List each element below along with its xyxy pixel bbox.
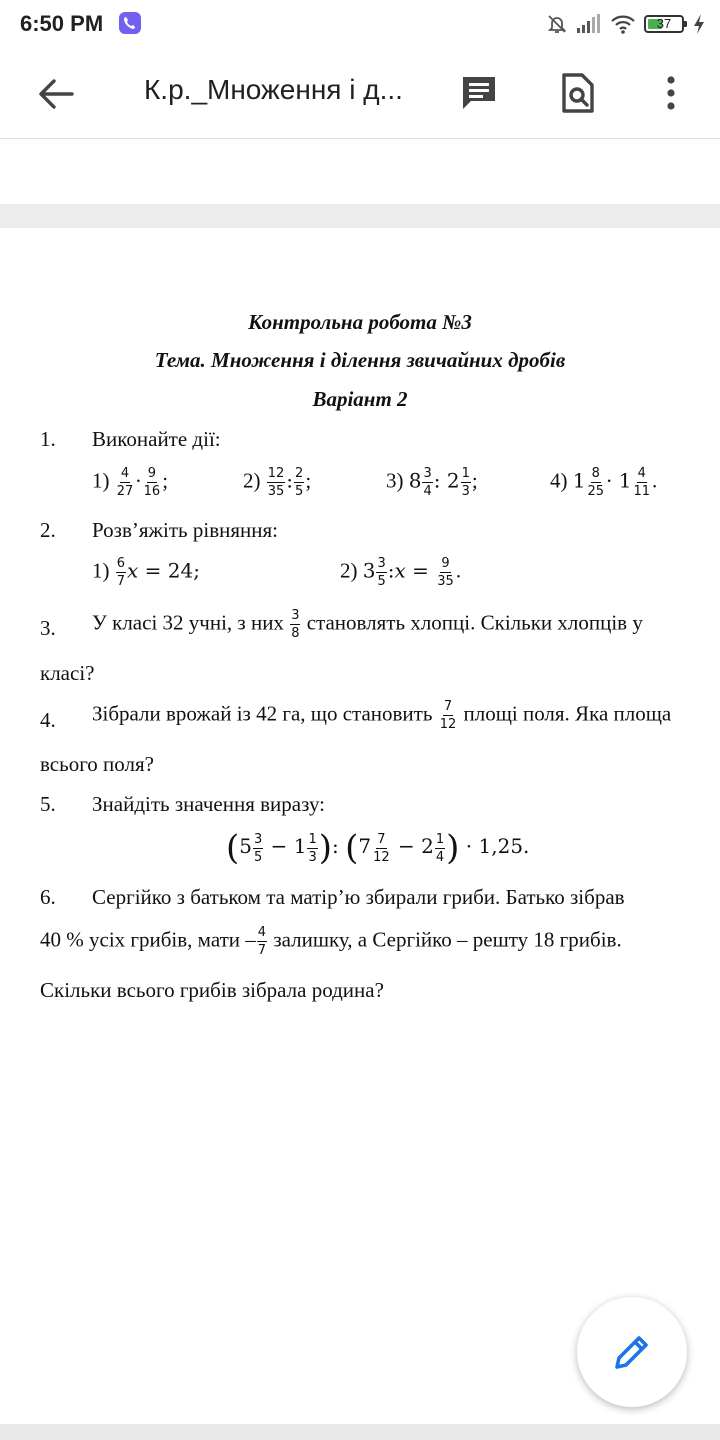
task-3-number: 3. xyxy=(40,616,56,640)
task-6-line-3: Скільки всього грибів зібрала родина? xyxy=(40,978,384,1002)
mute-bell-icon xyxy=(546,13,568,35)
heading-variant: Варіант 2 xyxy=(312,387,408,411)
document-page[interactable] xyxy=(0,228,720,1424)
task-6-line-2: 40 % усіх грибів, мати – $\frac{4}{7}$ залишку, а Сергійко – решту 18 грибів. xyxy=(40,925,622,958)
previous-page-bottom xyxy=(0,139,720,204)
back-arrow-icon[interactable] xyxy=(36,76,76,112)
heading-test-title: Контрольна робота №3 xyxy=(248,310,472,334)
task-4-number: 4. xyxy=(40,708,56,732)
more-vert-icon[interactable] xyxy=(650,72,692,114)
task-1-expr-1: 1) $\frac{4}{27}$ · $\frac{9}{16}$ ; xyxy=(92,466,169,499)
task-1-expr-3: 3) 8 $\frac{3}{4}$ : 2 $\frac{1}{3}$ ; xyxy=(386,466,478,499)
app-toolbar xyxy=(0,48,720,139)
task-5-expression: (5 $\frac{3}{5}$ − 1 $\frac{1}{3}$ ): (7 $\frac{7}{12}$ − 2 $\frac{1}{4}$ ) · 1,25. xyxy=(226,828,530,868)
cell-signal-icon xyxy=(576,13,602,35)
status-time: 6:50 PM xyxy=(20,11,104,36)
task-2-expr-2: 2) 3 $\frac{3}{5}$ :x = $\frac{9}{35}$ . xyxy=(340,556,462,589)
status-bar xyxy=(0,0,720,48)
charging-bolt-icon xyxy=(692,13,706,35)
document-title: К.р._Множення і д... xyxy=(144,74,403,105)
task-5-number: 5. xyxy=(40,792,56,816)
viber-icon xyxy=(118,11,142,35)
task-2-number: 2. xyxy=(40,518,56,542)
heading-topic: Тема. Множення і ділення звичайних дробів xyxy=(154,348,566,372)
comment-icon[interactable] xyxy=(458,72,500,114)
task-5-text: Знайдіть значення виразу: xyxy=(92,792,326,816)
task-6-line-1: Сергійко з батьком та матір’ю збирали гриби. Батько зібрав xyxy=(92,885,625,909)
task-4-line-1: Зібрали врожай із 42 га, що становить $\frac{7}{12}$ площі поля. Яка площа xyxy=(92,699,672,732)
task-6-number: 6. xyxy=(40,885,56,909)
task-3-line-1: У класі 32 учні, з них $\frac{3}{8}$ становлять хлопці. Скільки хлопців у xyxy=(92,608,643,641)
task-1-text: Виконайте дії: xyxy=(92,427,221,451)
task-2-expr-1: 1) $\frac{6}{7}$ x = 24; xyxy=(92,556,200,589)
task-1-number: 1. xyxy=(40,427,56,451)
task-1-expr-2: 2) $\frac{12}{35}$ : $\frac{2}{5}$ ; xyxy=(243,466,312,499)
battery-level: 37 xyxy=(656,16,672,31)
task-4-line-2: всього поля? xyxy=(40,752,154,776)
find-in-document-icon[interactable] xyxy=(556,72,598,114)
pencil-icon xyxy=(610,1330,654,1374)
task-3-line-2: класі? xyxy=(40,661,95,685)
task-1-expr-4: 4) 1 $\frac{8}{25}$ · 1 $\frac{4}{11}$ . xyxy=(550,466,658,499)
task-2-text: Розв’яжіть рівняння: xyxy=(92,518,278,542)
wifi-icon xyxy=(610,13,636,35)
bottom-nav-strip xyxy=(0,1424,720,1440)
edit-fab-button[interactable] xyxy=(577,1297,687,1407)
battery-icon xyxy=(644,15,684,33)
